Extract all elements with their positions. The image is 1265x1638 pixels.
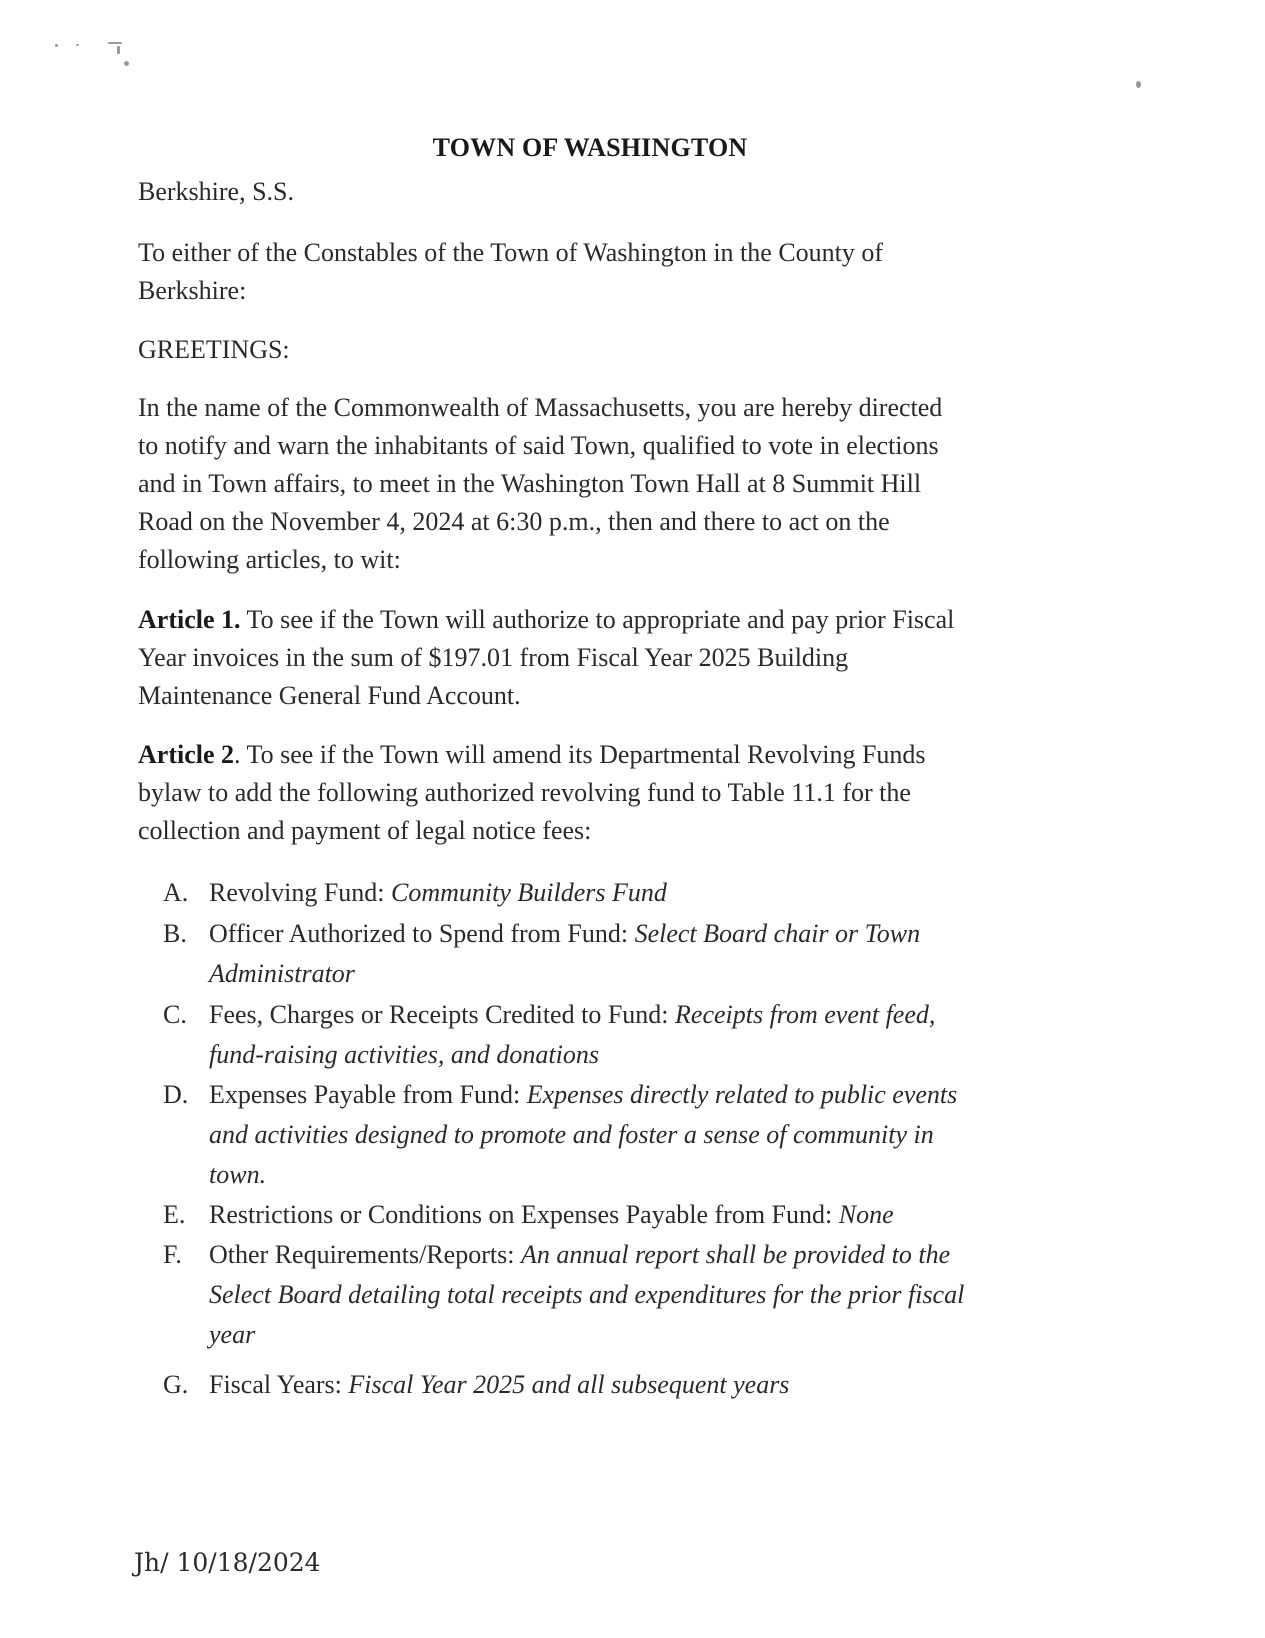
fund-item-value: Expenses directly related to public events <box>526 1080 958 1109</box>
scan-speck <box>55 44 58 47</box>
scan-speck <box>124 61 129 66</box>
warrant-line: to notify and warn the inhabitants of said Town, qualified to vote in elections <box>138 431 939 460</box>
fund-item-letter: D. <box>163 1080 189 1109</box>
fund-item-heading: Expenses Payable from Fund: <box>209 1080 527 1109</box>
fund-item-value: Select Board chair or Town <box>634 919 921 948</box>
fund-item-value: None <box>838 1200 894 1229</box>
article-1-text: Maintenance General Fund Account. <box>138 681 521 710</box>
warrant-paragraph <box>138 389 1098 579</box>
scan-speck <box>117 46 120 54</box>
article-2-text: . To see if the Town will amend its Departmental Revolving Funds <box>234 740 926 769</box>
article-2-label: Article 2 <box>138 740 235 769</box>
article-2-text: bylaw to add the following authorized revolving fund to Table 11.1 for the <box>138 778 911 807</box>
fund-item-heading: Revolving Fund: <box>209 878 392 907</box>
warrant-line: Road on the November 4, 2024 at 6:30 p.m., then and there to act on the <box>138 507 890 536</box>
fund-item-value: fund-raising activities, and donations <box>209 1040 599 1069</box>
fund-item-heading: Fees, Charges or Receipts Credited to Fund: <box>209 1000 676 1029</box>
fund-item-value: town. <box>209 1160 267 1189</box>
fund-item-letter: C. <box>163 1000 187 1029</box>
greeting: GREETINGS: <box>138 335 290 364</box>
fund-item-heading: Restrictions or Conditions on Expenses Payable from Fund: <box>209 1200 839 1229</box>
fund-item-value: Administrator <box>209 959 355 988</box>
fund-item-heading: Fiscal Years: <box>209 1370 349 1399</box>
article-2 <box>138 736 1098 850</box>
article-1-label: Article 1. <box>138 605 241 634</box>
fund-item-value: year <box>209 1320 256 1349</box>
scan-speck <box>108 42 122 44</box>
footer-initials-date: Jh/ 10/18/2024 <box>134 1548 321 1577</box>
fund-item-value: Select Board detailing total receipts and expenditures for the prior fiscal <box>209 1280 965 1309</box>
fund-item-value: Community Builders Fund <box>391 878 667 907</box>
fund-item-letter: E. <box>163 1200 186 1229</box>
warrant-line: following articles, to wit: <box>138 545 401 574</box>
fund-item-value: Receipts from event feed, <box>675 1000 936 1029</box>
fund-item-value: An annual report shall be provided to the <box>520 1240 951 1269</box>
warrant-line: and in Town affairs, to meet in the Washington Town Hall at 8 Summit Hill <box>138 469 922 498</box>
fund-item-letter: G. <box>163 1370 189 1399</box>
fund-item-letter: F. <box>163 1240 182 1269</box>
salutation-line: Berkshire: <box>138 276 247 305</box>
fund-item-heading: Officer Authorized to Spend from Fund: <box>209 919 635 948</box>
fund-item-letter: A. <box>163 878 189 907</box>
article-1 <box>138 601 1098 715</box>
scan-speck <box>76 44 79 46</box>
county-line: Berkshire, S.S. <box>138 177 294 206</box>
warrant-line: In the name of the Commonwealth of Massachusetts, you are hereby directed <box>138 393 943 422</box>
article-1-text: Year invoices in the sum of $197.01 from Fiscal Year 2025 Building <box>138 643 849 672</box>
fund-item-value: Fiscal Year 2025 and all subsequent years <box>348 1370 790 1399</box>
article-1-text: To see if the Town will authorize to appropriate and pay prior Fiscal <box>240 605 955 634</box>
fund-item-letter: B. <box>163 919 187 948</box>
salutation <box>138 234 1098 310</box>
scan-speck <box>1136 81 1141 88</box>
salutation-line: To either of the Constables of the Town of Washington in the County of <box>138 238 884 267</box>
fund-item-value: and activities designed to promote and foster a sense of community in <box>209 1120 934 1149</box>
fund-item-heading: Other Requirements/Reports: <box>209 1240 521 1269</box>
document-title: TOWN OF WASHINGTON <box>432 133 748 162</box>
article-2-text: collection and payment of legal notice fees: <box>138 816 592 845</box>
